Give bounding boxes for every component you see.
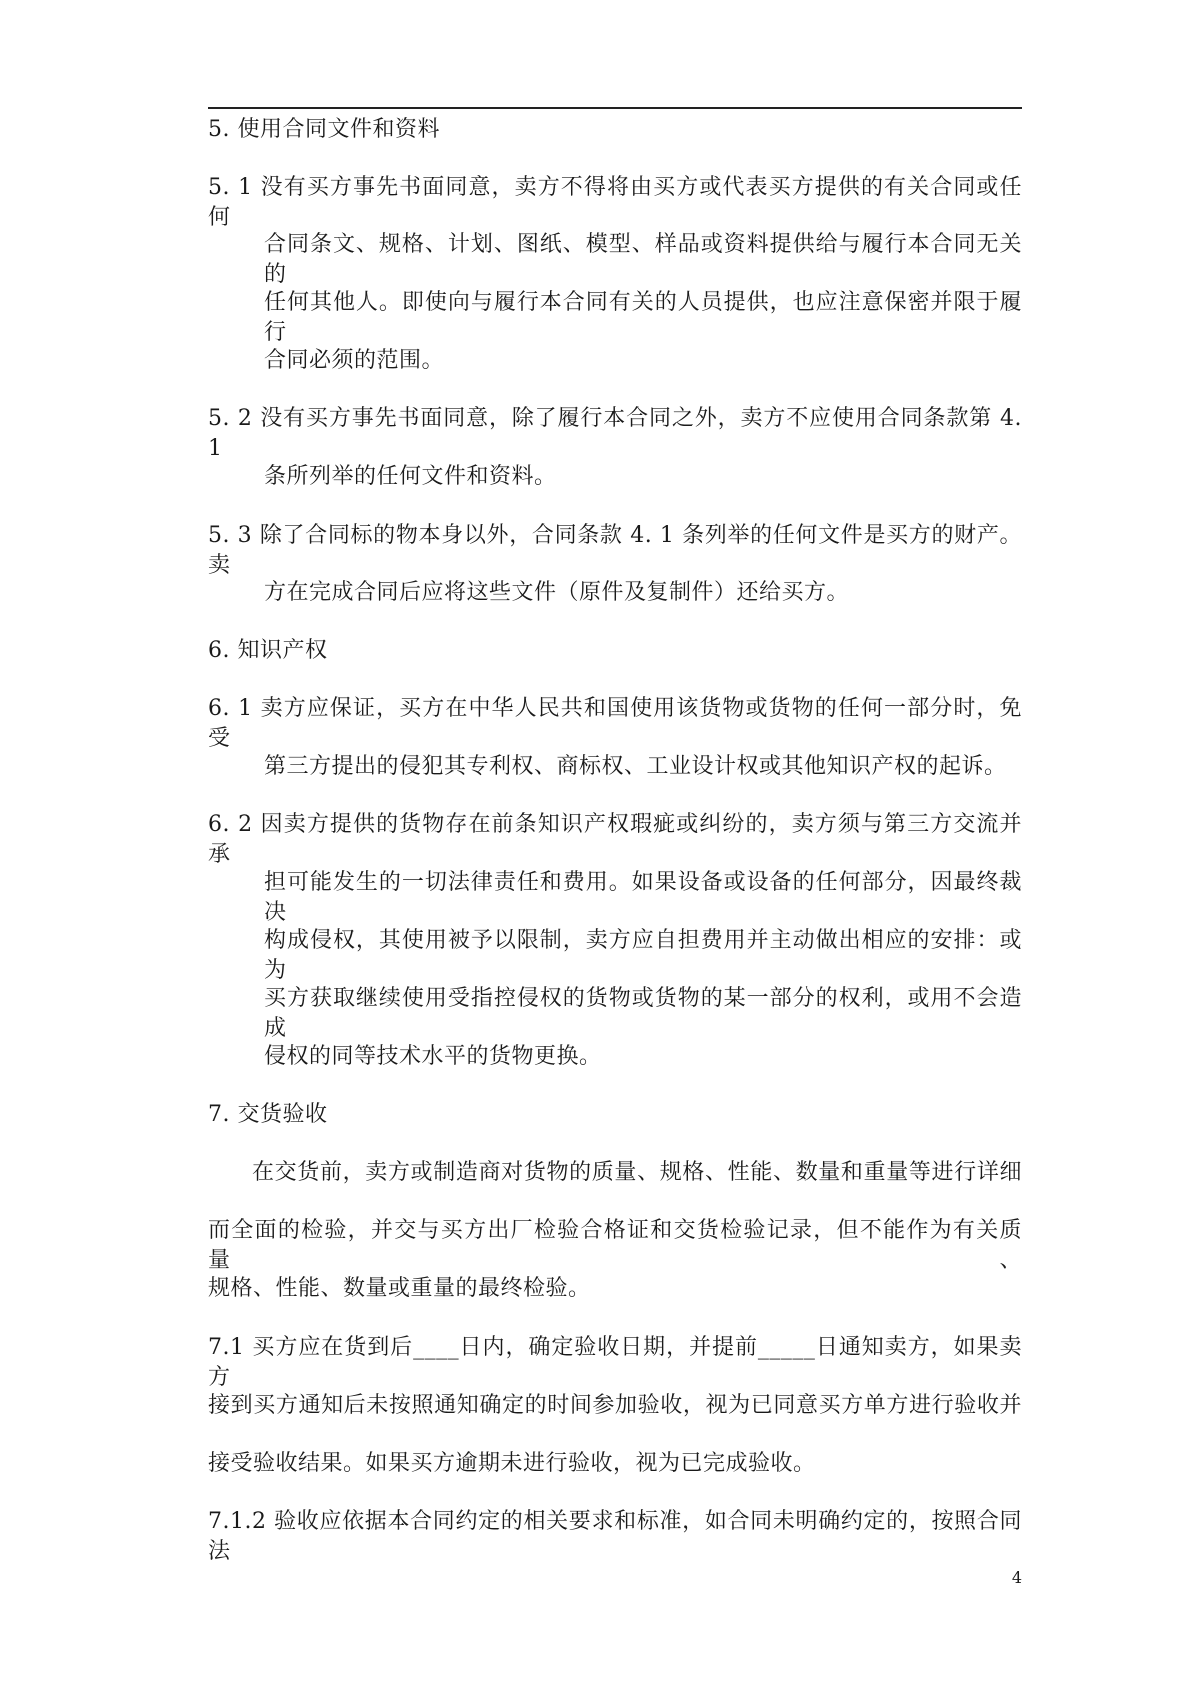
clause-6-2-line-3: 构成侵权，其使用被予以限制，卖方应自担费用并主动做出相应的安排：或为 bbox=[264, 928, 1022, 983]
header-rule bbox=[208, 107, 1022, 109]
clause-7-1-line-1: 7.1 买方应在货到后____日内，确定验收日期，并提前_____日通知卖方，如果卖方 bbox=[208, 1335, 1022, 1390]
clause-6-1-line-2: 第三方提出的侵犯其专利权、商标权、工业设计权或其他知识产权的起诉。 bbox=[264, 754, 1007, 779]
clause-5-1-line-1: 5. 1 没有买方事先书面同意，卖方不得将由买方或代表买方提供的有关合同或任何 bbox=[208, 175, 1022, 230]
clause-5-1-line-3: 任何其他人。即使向与履行本合同有关的人员提供，也应注意保密并限于履行 bbox=[264, 290, 1022, 345]
section-5-heading: 5. 使用合同文件和资料 bbox=[208, 117, 440, 142]
clause-5-2-line-2: 条所列举的任何文件和资料。 bbox=[264, 464, 557, 489]
clause-6-2-line-4: 买方获取继续使用受指控侵权的货物或货物的某一部分的权利，或用不会造成 bbox=[264, 986, 1022, 1041]
section-7-heading: 7. 交货验收 bbox=[208, 1102, 328, 1127]
section-7-para-line-1: 在交货前，卖方或制造商对货物的质量、规格、性能、数量和重量等进行详细 bbox=[252, 1160, 1022, 1185]
section-6-heading: 6. 知识产权 bbox=[208, 638, 328, 663]
clause-5-3-line-2: 方在完成合同后应将这些文件（原件及复制件）还给买方。 bbox=[264, 580, 850, 605]
clause-6-1-line-1: 6. 1 卖方应保证，买方在中华人民共和国使用该货物或货物的任何一部分时，免受 bbox=[208, 696, 1022, 751]
section-7-para-line-2: 而全面的检验，并交与买方出厂检验合格证和交货检验记录，但不能作为有关质量、 bbox=[208, 1218, 1022, 1273]
clause-7-1-line-2: 接到买方通知后未按照通知确定的时间参加验收，视为已同意买方单方进行验收并 bbox=[208, 1393, 1022, 1418]
page-number: 4 bbox=[1011, 1568, 1022, 1587]
clause-6-2-line-5: 侵权的同等技术水平的货物更换。 bbox=[264, 1044, 602, 1069]
clause-7-1-line-3: 接受验收结果。如果买方逾期未进行验收，视为已完成验收。 bbox=[208, 1451, 816, 1476]
clause-6-2-line-2: 担可能发生的一切法律责任和费用。如果设备或设备的任何部分，因最终裁决 bbox=[264, 870, 1022, 925]
clause-6-2-line-1: 6. 2 因卖方提供的货物存在前条知识产权瑕疵或纠纷的，卖方须与第三方交流并承 bbox=[208, 812, 1022, 867]
clause-5-1-line-4: 合同必须的范围。 bbox=[264, 348, 445, 373]
clause-5-2-line-1: 5. 2 没有买方事先书面同意，除了履行本合同之外，卖方不应使用合同条款第 4. 1 bbox=[208, 406, 1022, 461]
section-7-para-line-3: 规格、性能、数量或重量的最终检验。 bbox=[208, 1276, 591, 1301]
clause-7-1-2-line-1: 7.1.2 验收应依据本合同约定的相关要求和标准，如合同未明确约定的，按照合同法 bbox=[208, 1509, 1022, 1564]
clause-5-1-line-2: 合同条文、规格、计划、图纸、模型、样品或资料提供给与履行本合同无关的 bbox=[264, 232, 1022, 287]
clause-5-3-line-1: 5. 3 除了合同标的物本身以外，合同条款 4. 1 条列举的任何文件是买方的财产。卖 bbox=[208, 523, 1022, 578]
